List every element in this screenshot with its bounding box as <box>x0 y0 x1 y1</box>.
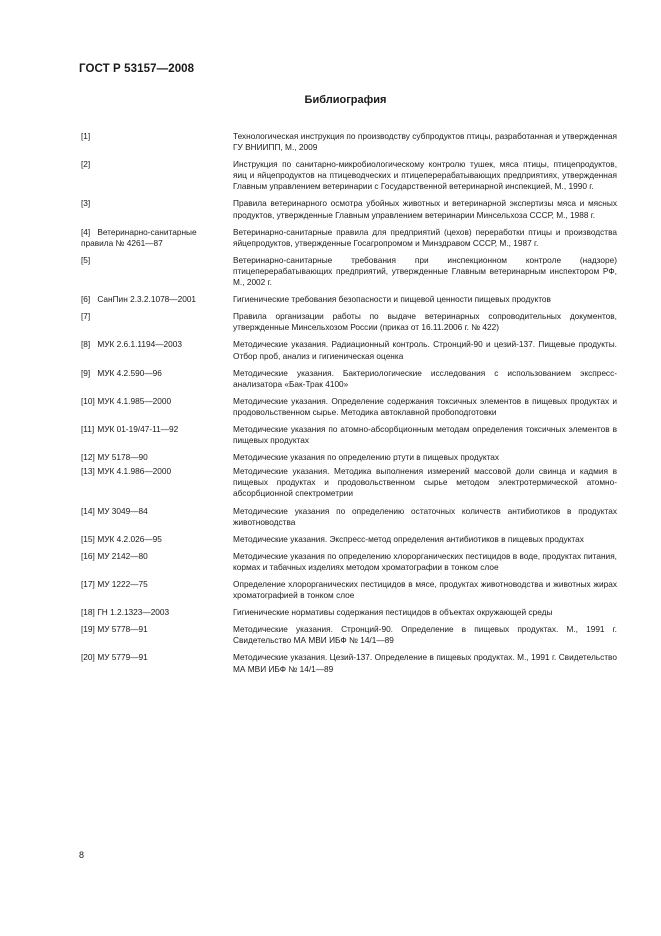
entry-text: Правила организации работы по выдаче ветеринарных сопроводительных документов, утвержденные Минсельхозом России (приказ от 16.11.2006 г. № 422) <box>233 311 617 333</box>
bibliography-entry <box>81 159 617 192</box>
entry-label <box>81 624 227 635</box>
bibliography-entry <box>81 624 617 646</box>
entry-number: [12] <box>81 452 95 463</box>
entry-text: Гигиенические нормативы содержания пестицидов в объектах окружающей среды <box>233 607 553 618</box>
entry-label <box>81 579 227 590</box>
bibliography-entry <box>81 311 617 333</box>
entry-label <box>81 311 227 322</box>
entry-text: Методические указания. Методика выполнения измерений массовой доли свинца и кадмия в пищевых продуктах и продовольственном сырье методом электротермической атомно-абсорбционной спектрометрии <box>233 466 617 499</box>
entry-code: СанПин 2.3.2.1078—2001 <box>97 294 197 305</box>
entry-label <box>81 466 227 477</box>
entry-text: Методические указания. Стронций-90. Определение в пищевых продуктах. М., 1991 г. Свидетельство МА МВИ ИБФ № 14/1—89 <box>233 624 617 646</box>
entry-label <box>81 534 227 545</box>
entry-code: Ветеринарно-санитарные правила № 4261—87 <box>81 226 197 248</box>
entry-code: МУК 4.2.590—96 <box>97 367 162 378</box>
bibliography-entry <box>81 506 617 528</box>
bibliography-entry <box>81 652 617 674</box>
entry-number: [13] <box>81 466 95 477</box>
entry-number: [7] <box>81 311 91 322</box>
document-header: ГОСТ Р 53157—2008 <box>79 63 195 75</box>
entry-text: Гигиенические требования безопасности и пищевой ценности пищевых продуктов <box>233 294 551 305</box>
entry-label <box>81 368 227 379</box>
entry-code: МУ 5778—91 <box>97 624 148 635</box>
entry-code: МУ 1222—75 <box>97 579 148 589</box>
entry-code: МУК 2.6.1.1194—2003 <box>97 339 182 350</box>
entry-number: [18] <box>81 607 95 618</box>
bibliography-entry <box>81 131 617 153</box>
bibliography-entry <box>81 534 617 545</box>
entry-label <box>81 452 227 463</box>
entry-text: Методические указания. Определение содержания токсичных элементов в пищевых продуктах и продовольственном сырье. Методика автоклавной пробоподготовки <box>233 395 617 417</box>
entry-number: [11] <box>81 423 95 434</box>
entry-text: Технологическая инструкция по производству субпродуктов птицы, разработанная и утвержденная ГУ ВНИИПП, М., 2009 <box>233 131 617 153</box>
bibliography-entry <box>81 368 617 390</box>
entry-number: [17] <box>81 579 95 589</box>
entry-number: [8] <box>81 339 91 350</box>
entry-text: Определение хлорорганических пестицидов в мясе, продуктах животноводства и животных жирах хроматографией в тонком слое <box>233 579 617 601</box>
entry-code: МУ 2142—80 <box>97 550 148 561</box>
bibliography-entry <box>81 339 617 361</box>
entry-text: Методические указания. Цезий-137. Определение в пищевых продуктах. М., 1991 г. Свидетельство МА МВИ ИБФ № 14/1—89 <box>233 652 617 674</box>
entry-code: МУК 4.2.026—95 <box>97 533 162 544</box>
entry-code: МУ 5779—91 <box>97 652 148 663</box>
entry-code: МУ 5178—90 <box>97 452 148 463</box>
entry-label <box>81 131 227 142</box>
entry-label <box>81 227 227 249</box>
entry-label <box>81 294 227 305</box>
entry-code: МУ 3049—84 <box>97 505 148 516</box>
entry-number: [16] <box>81 550 95 561</box>
entry-text: Методические указания. Бактериологические исследования с использованием экспресс-анализатора «Бак-Трак 4100» <box>233 367 617 389</box>
entry-label <box>81 506 227 517</box>
entry-number: [9] <box>81 367 91 378</box>
entry-text: Инструкция по санитарно-микробиологическому контролю тушек, мяса птицы, птицепродуктов, яиц и яйцепродуктов на птицеводческих и птицеперерабатывающих предприятиях, утвержденная Главным управлением ветеринарии с Государственной ветеринарной инспекцией, М., 1990 г. <box>233 159 617 192</box>
entry-number: [14] <box>81 505 95 516</box>
bibliography-entry <box>81 466 617 499</box>
entry-number: [5] <box>81 254 91 265</box>
bibliography-entry <box>81 227 617 249</box>
section-title: Библиография <box>304 94 387 106</box>
entry-label <box>81 551 227 562</box>
bibliography-entry <box>81 294 617 305</box>
entry-text: Ветеринарно-санитарные требования при инспекционном контроле (надзоре) птицеперерабатывающих предприятий, утвержденные Главным ветеринарным инспектором РФ, М., 2002 г. <box>233 254 617 288</box>
entry-number: [19] <box>81 624 95 635</box>
entry-code: МУК 4.1.985—2000 <box>97 395 172 406</box>
entry-number: [15] <box>81 533 95 544</box>
bibliography-entry <box>81 424 617 446</box>
entry-label <box>81 255 227 266</box>
entry-label <box>81 424 227 435</box>
entry-number: [10] <box>81 395 95 406</box>
entry-label <box>81 198 227 209</box>
bibliography-entry <box>81 198 617 220</box>
bibliography-entry <box>81 579 617 601</box>
entry-code: МУК 01-19/47-11—92 <box>97 423 179 434</box>
entry-number: [4] <box>81 226 91 237</box>
bibliography-entry <box>81 255 617 288</box>
entry-label <box>81 652 227 663</box>
entry-number: [3] <box>81 198 91 209</box>
entry-text: Методические указания по определению хлорорганических пестицидов в воде, продуктах питания, кормах и табачных изделиях методом хроматографии в тонком слое <box>233 550 617 572</box>
entry-label <box>81 339 227 350</box>
entry-code: ГН 1.2.1323—2003 <box>97 607 170 618</box>
entry-text: Правила ветеринарного осмотра убойных животных и ветеринарной экспертизы мяса и мясных продуктов, утвержденные Главным управлением ветеринарии Минсельхоза СССР, М., 1988 г. <box>233 198 617 220</box>
bibliography-entry <box>81 607 617 618</box>
page-number: 8 <box>79 850 85 860</box>
entry-text: Методические указания по определению ртути в пищевых продуктах <box>233 452 500 463</box>
entry-label <box>81 396 227 407</box>
entry-number: [2] <box>81 159 91 170</box>
entry-number: [1] <box>81 131 91 141</box>
bibliography-entry <box>81 396 617 418</box>
entry-text: Ветеринарно-санитарные правила для предприятий (цехов) переработки птицы и производства яйцепродуктов, утвержденные Госагропромом и Минздравом СССР, М., 1987 г. <box>233 226 617 248</box>
entry-code: МУК 4.1.986—2000 <box>97 466 172 477</box>
entry-text: Методические указания по определению остаточных количеств антибиотиков в продуктах животноводства <box>233 505 617 527</box>
entry-number: [20] <box>81 652 95 663</box>
bibliography-entry <box>81 551 617 573</box>
entry-text: Методические указания по атомно-абсорбционным методам определения токсичных элементов в пищевых продуктах <box>233 423 617 446</box>
entry-text: Методические указания. Радиационный контроль. Стронций-90 и цезий-137. Пищевые продукты. Отбор проб, анализ и гигиеническая оценка <box>233 339 617 361</box>
bibliography-list <box>81 131 617 675</box>
entry-label <box>81 159 227 170</box>
bibliography-entry <box>81 452 617 463</box>
entry-text: Методические указания. Экспресс-метод определения антибиотиков в пищевых продуктах <box>233 533 584 544</box>
entry-label <box>81 607 227 618</box>
entry-number: [6] <box>81 294 91 305</box>
